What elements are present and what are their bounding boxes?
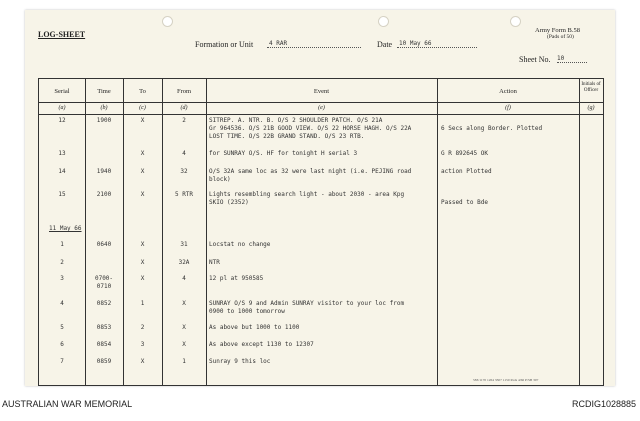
col-header-to: To [139, 88, 146, 95]
row-to: 3 [140, 341, 145, 348]
row-event-line: Sunray 9 this loc [209, 358, 271, 365]
row-from: 32A [178, 259, 190, 266]
army-form-label: Army Form B.58 [535, 27, 580, 34]
row-time: 0700- 0710 [94, 275, 114, 290]
row-serial: 15 [58, 191, 66, 198]
row-time: 0854 [96, 341, 112, 348]
row-to: X [140, 117, 145, 124]
col-letter-from: (d) [180, 105, 188, 111]
row-to: X [140, 191, 145, 198]
row-time: 0859 [96, 358, 112, 365]
row-event-line: SUNRAY O/S 9 and Admin SUNRAY visitor to your loc from [209, 300, 405, 307]
row-from: 4 [182, 275, 186, 282]
form-title: LOG-SHEET [38, 30, 86, 39]
row-serial: 4 [60, 300, 64, 307]
row-event-line: 12 pl at 950585 [209, 275, 264, 282]
log-table [38, 78, 604, 386]
row-from: 2 [182, 117, 186, 124]
col-letter-action: (f) [505, 105, 511, 111]
row-event-line: block) [209, 176, 231, 183]
row-to: X [140, 168, 145, 175]
col-letter-initials: (g) [587, 105, 595, 111]
row-serial: 5 [60, 324, 64, 331]
sheet-label: Sheet No. [519, 55, 551, 64]
log-sheet-page [25, 10, 615, 386]
row-to: X [140, 259, 145, 266]
punch-hole [162, 16, 173, 27]
row-time: 0853 [96, 324, 112, 331]
row-serial: 3 [60, 275, 64, 282]
pads-label: (Pads of 50) [547, 34, 574, 40]
row-serial: 1 [60, 241, 64, 248]
row-time: 0640 [96, 241, 112, 248]
row-serial: 13 [58, 150, 66, 157]
punch-hole [510, 16, 521, 27]
col-letter-to: (c) [139, 105, 146, 111]
row-event-line: Gr 964536. O/S 21B GOOD VIEW. O/S 22 HORSE HAGH. O/S 22A [209, 125, 412, 132]
col-header-action: Action [499, 88, 517, 95]
printer-note: 583/1170 1264 3307 1150 Pads 4/66 P/SB 307 [473, 378, 539, 382]
row-event-line: NTR [209, 259, 220, 266]
row-event-line: SKIO (2352) [209, 199, 249, 206]
footer-id: RCDIG1028885 [571, 399, 636, 409]
sheet-value: 10 [557, 55, 587, 63]
row-to: 2 [140, 324, 145, 331]
col-header-time: Time [97, 88, 111, 95]
row-time: 1940 [96, 168, 112, 175]
date-label: Date [377, 40, 393, 49]
row-event-line: SITREP. A. NTR. B. O/S 2 SHOULDER PATCH. O/S 21A [209, 117, 383, 124]
row-action-line: 6 Secs along Border. Plotted [441, 125, 543, 132]
row-from: X [182, 300, 186, 307]
row-serial: 7 [60, 358, 64, 365]
col-letter-time: (b) [100, 105, 108, 111]
col-letter-event: (e) [318, 105, 325, 111]
row-from: X [182, 341, 186, 348]
row-action-line: Passed to Bde [441, 199, 488, 206]
row-event-line: As above except 1130 to 12307 [209, 341, 314, 348]
row-event-line: Lights resembling search light - about 2030 - area Kpg [209, 191, 405, 198]
row-event-line: for SUNRAY O/S. HF for tonight H serial 3 [209, 150, 358, 157]
row-event-line: As above but 1000 to 1100 [209, 324, 300, 331]
row-to: X [140, 358, 145, 365]
row-serial: 6 [60, 341, 64, 348]
row-from: 32 [180, 168, 188, 175]
row-from: 4 [182, 150, 186, 157]
row-time: 1900 [96, 117, 112, 124]
row-event-line: 0900 to 1000 tomorrow [209, 308, 285, 315]
row-serial: 2 [60, 259, 64, 266]
col-letter-serial: (a) [58, 105, 66, 111]
punch-hole [378, 16, 389, 27]
row-to: X [140, 150, 145, 157]
row-time: 2100 [96, 191, 112, 198]
row-action-line: action Plotted [441, 168, 492, 175]
row-time: 0852 [96, 300, 112, 307]
row-event-line: Locstat no change [209, 241, 271, 248]
formation-value: 4 RAR [267, 40, 361, 48]
row-action-line: G R 892645 OK [441, 150, 488, 157]
col-header-serial: Serial [54, 88, 70, 95]
row-event-line: O/S 32A same loc as 32 were last night (i.e. PEJING road [209, 168, 412, 175]
row-serial: 14 [58, 168, 66, 175]
row-from: 1 [182, 358, 186, 365]
row-to: X [140, 275, 145, 282]
row-from: X [182, 324, 186, 331]
row-from: 5 RTR [174, 191, 194, 198]
col-header-initials: Initials of Officer [581, 82, 601, 93]
row-to: X [140, 241, 145, 248]
row-to: 1 [140, 300, 145, 307]
footer-credit: AUSTRALIAN WAR MEMORIAL [2, 399, 133, 409]
formation-label: Formation or Unit [195, 40, 254, 49]
date-value: 10 May 66 [397, 40, 477, 48]
row-from: 31 [180, 241, 188, 248]
row-serial: 12 [58, 117, 66, 124]
col-header-from: From [176, 88, 192, 95]
col-header-event: Event [313, 88, 330, 95]
row-event-line: LOST TIME. O/S 22B GRAND STAND. O/S 23 RTB. [209, 133, 365, 140]
date-divider: 11 May 66 [49, 225, 82, 232]
